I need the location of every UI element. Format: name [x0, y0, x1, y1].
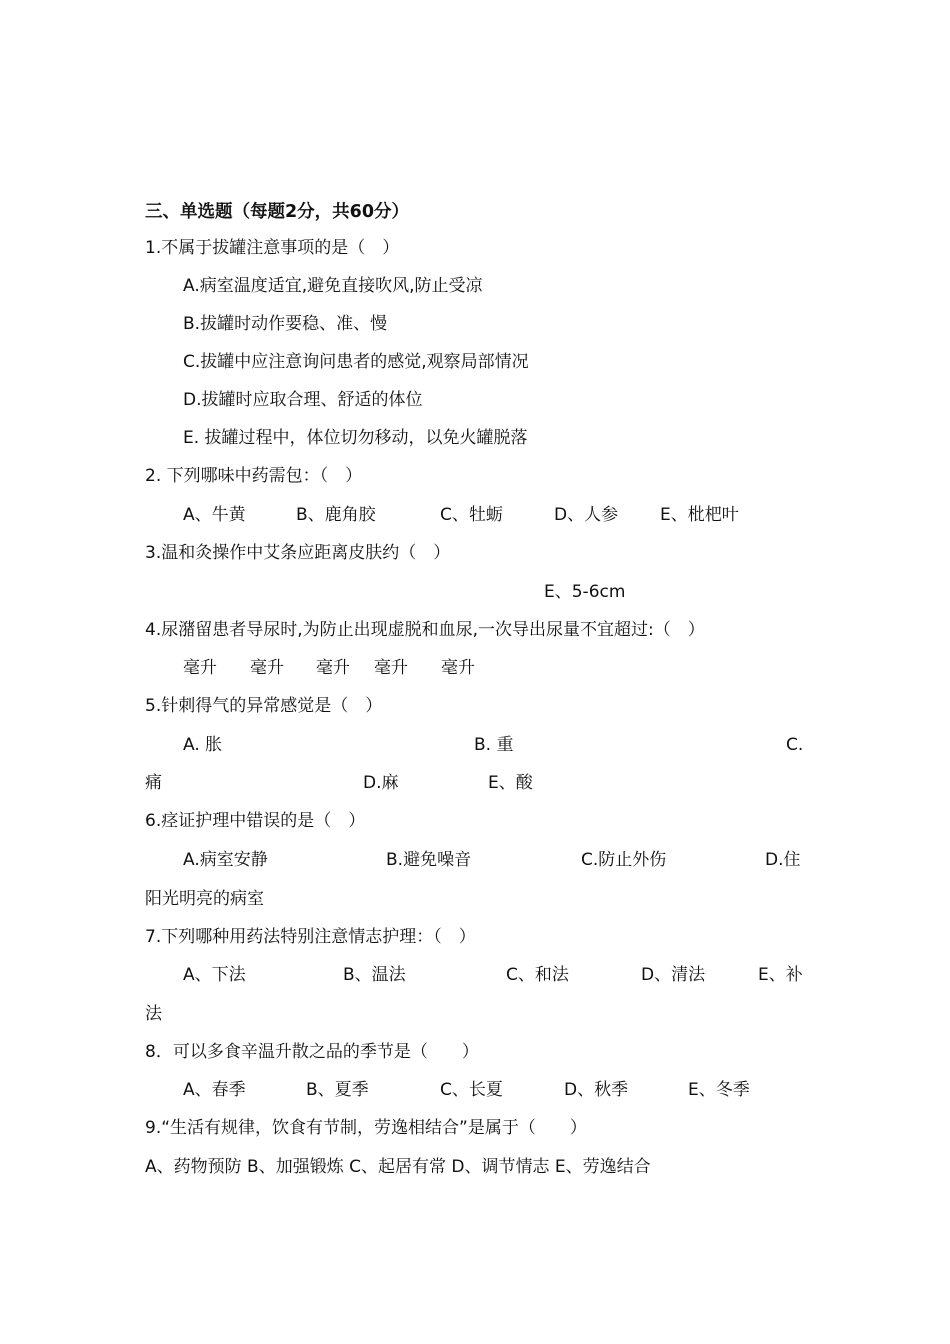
question-8-option-a: A、春季 [183, 1080, 246, 1100]
question-5-option-e: E、酸 [488, 773, 533, 793]
question-4-stem: 4.尿潴留患者导尿时,为防止出现虚脱和血尿,一次导出尿量不宜超过:（ ） [145, 620, 705, 640]
question-7-option-c: C、和法 [506, 965, 569, 985]
question-8-option-e: E、冬季 [688, 1080, 750, 1100]
question-3-option-e: E、5-6cm [544, 582, 626, 602]
question-7-option-a: A、下法 [183, 965, 246, 985]
question-5-option-c-label: C. [786, 735, 804, 755]
question-5-option-b: B. 重 [474, 735, 514, 755]
question-7-stem: 7.下列哪种用药法特别注意情志护理：（ ） [145, 927, 476, 947]
question-5-option-a: A. 胀 [183, 735, 223, 755]
question-7-option-e-text: 法 [145, 1004, 162, 1024]
question-2-option-c: C、牡蛎 [440, 505, 503, 525]
question-3-stem: 3.温和灸操作中艾条应距离皮肤约（ ） [145, 543, 451, 563]
question-1-option-c: C.拔罐中应注意询问患者的感觉,观察局部情况 [183, 352, 529, 372]
question-6-option-b: B.避免噪音 [386, 850, 472, 870]
question-8-stem: 8．可以多食辛温升散之品的季节是（ ） [145, 1042, 479, 1062]
question-2-option-e: E、枇杷叶 [660, 505, 739, 525]
question-8-option-b: B、夏季 [306, 1080, 369, 1100]
question-2-option-a: A、牛黄 [183, 505, 246, 525]
question-4-option-1: 毫升 [183, 658, 217, 678]
question-1-option-a: A.病室温度适宜,避免直接吹风,防止受凉 [183, 276, 483, 296]
question-6-option-c: C.防止外伤 [581, 850, 667, 870]
question-4-option-2: 毫升 [250, 658, 284, 678]
question-7-option-e-label: E、补 [758, 965, 803, 985]
question-4-option-5: 毫升 [441, 658, 475, 678]
question-4-option-3: 毫升 [316, 658, 350, 678]
question-8-option-d: D、秋季 [564, 1080, 629, 1100]
question-9-stem: 9.“生活有规律，饮食有节制，劳逸相结合”是属于（ ） [145, 1118, 587, 1138]
question-7-option-d: D、清法 [641, 965, 706, 985]
question-1-stem: 1.不属于拔罐注意事项的是（ ） [145, 238, 400, 258]
question-2-option-b: B、鹿角胶 [296, 505, 376, 525]
question-6-option-d-label: D.住 [765, 850, 801, 870]
question-5-option-c-text: 痛 [145, 773, 162, 793]
question-1-option-e: E. 拔罐过程中，体位切勿移动，以免火罐脱落 [183, 428, 528, 448]
section-title: 三、单选题（每题2分，共60分） [145, 202, 410, 222]
question-4-option-4: 毫升 [374, 658, 408, 678]
question-8-option-c: C、长夏 [440, 1080, 503, 1100]
question-2-option-d: D、人参 [554, 505, 619, 525]
question-7-option-b: B、温法 [343, 965, 406, 985]
question-5-stem: 5.针刺得气的异常感觉是（ ） [145, 696, 383, 716]
question-1-option-d: D.拔罐时应取合理、舒适的体位 [183, 390, 423, 410]
question-6-option-a: A.病室安静 [183, 850, 268, 870]
question-5-option-d: D.麻 [363, 773, 399, 793]
question-6-stem: 6.痉证护理中错误的是（ ） [145, 811, 366, 831]
question-2-stem: 2. 下列哪味中药需包：（ ） [145, 466, 363, 486]
question-1-option-b: B.拔罐时动作要稳、准、慢 [183, 314, 388, 334]
question-9-options: A、药物预防 B、加强锻炼 C、起居有常 D、调节情志 E、劳逸结合 [145, 1157, 651, 1177]
question-6-option-d-text: 阳光明亮的病室 [145, 889, 264, 909]
